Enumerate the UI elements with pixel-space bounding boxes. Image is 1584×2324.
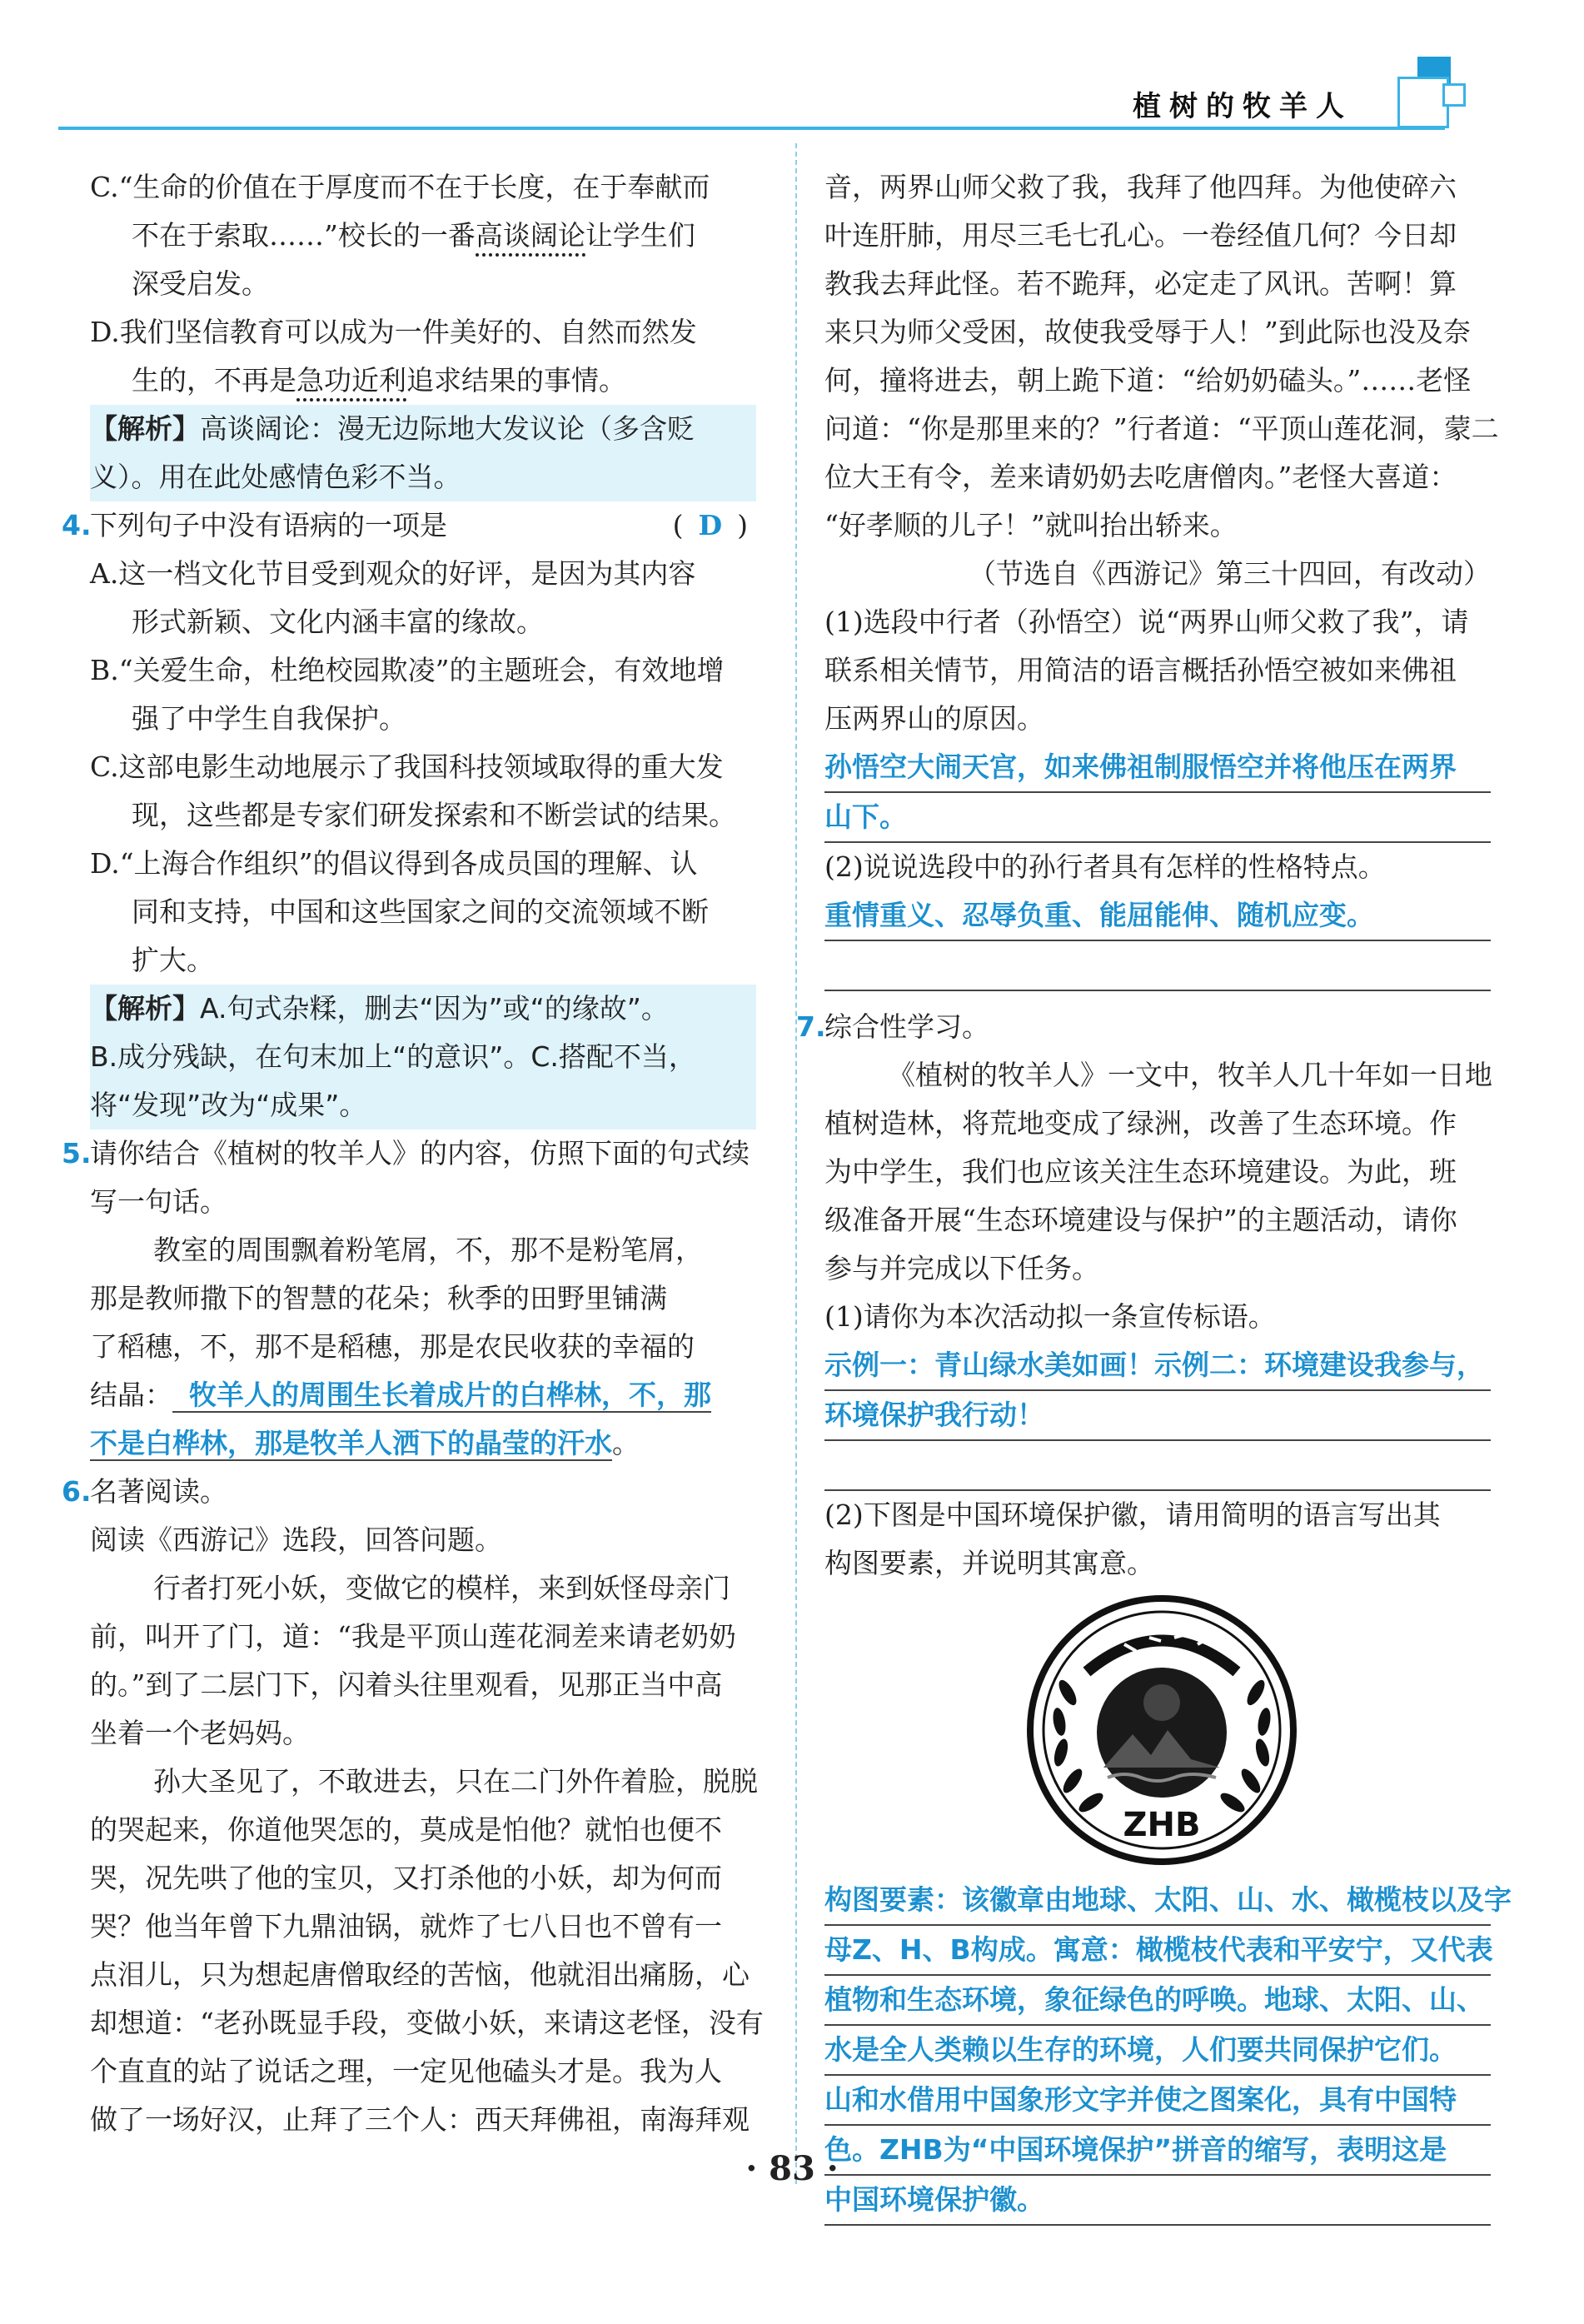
dotted-idiom: 高谈阔论 <box>476 219 585 257</box>
question-line: 阅读《西游记》选段，回答问题。 <box>90 1524 502 1556</box>
example-line: 教室的周围飘着粉笔屑，不，那不是粉笔屑， <box>153 1234 703 1266</box>
passage-line: 问道：“你是那里来的？”行者道：“平顶山莲花洞，蒙二 <box>824 412 1499 445</box>
subquestion-line: 压两界山的原因。 <box>824 702 1044 735</box>
answer-fill: 不是白桦林，那是牧羊人洒下的晶莹的汗水 <box>90 1427 612 1459</box>
passage-line: 的哭起来，你道他哭怎的，莫成是怕他？就怕也便不 <box>90 1813 722 1846</box>
option-line: 同和支持，中国和这些国家之间的交流领域不断 <box>132 895 709 928</box>
subquestion-line: (2)说说选段中的孙行者具有怎样的性格特点。 <box>824 850 1386 883</box>
header-title: 植树的牧羊人 <box>1133 90 1352 123</box>
option-c-line: C.“生命的价值在于厚度而不在于长度，在于奉献而 <box>90 171 710 203</box>
passage-line: 坐着一个老妈妈。 <box>90 1717 310 1749</box>
passage-line: 行者打死小妖，变做它的模样，来到妖怪母亲门 <box>153 1572 730 1604</box>
answer-line <box>90 1419 756 1468</box>
option-line: B.“关爱生命，杜绝校园欺凌”的主题班会，有效地增 <box>90 654 725 686</box>
question-4-stem <box>62 501 756 550</box>
option-c-text: 不在于索取……”校长的一番 <box>132 219 476 252</box>
passage-line: 的。”到了二层门下，闪着头往里观看，见那正当中高 <box>90 1668 723 1701</box>
option-c-line: 深受启发。 <box>132 267 269 300</box>
column-divider <box>795 143 797 2184</box>
option-line: 形式新颖、文化内涵丰富的缘故。 <box>132 606 544 638</box>
passage-line: 音，两界山师父救了我，我拜了他四拜。为他使碎六 <box>824 171 1457 203</box>
answer-prefix: 结晶： <box>90 1379 172 1411</box>
question-number: 6. <box>62 1475 92 1508</box>
option-line: C.这部电影生动地展示了我国科技领域取得的重大发 <box>90 751 724 783</box>
question-6-stem <box>62 1468 756 1516</box>
question-line: 级准备开展“生态环境建设与保护”的主题活动，请你 <box>824 1204 1457 1236</box>
question-line: 植树造林，将荒地变成了绿洲，改善了生态环境。作 <box>824 1107 1457 1140</box>
option-c-line <box>90 212 756 260</box>
emblem-container <box>824 1593 1491 1868</box>
answer-fill: 牧羊人的周围生长着成片的白桦林，不，那 <box>172 1379 711 1413</box>
option-line: 扩大。 <box>132 944 214 976</box>
answer-line <box>90 1371 756 1419</box>
subquestion-line: (1)选段中行者（孙悟空）说“两界山师父救了我”，请 <box>824 606 1469 638</box>
header-rule <box>58 127 1445 130</box>
answer-fill: 环境保护我行动！ <box>824 1391 1491 1441</box>
option-d-line <box>90 357 756 405</box>
passage-source: （节选自《西游记》第三十四回，有改动） <box>969 557 1491 590</box>
option-d-text: 追求结果的事情。 <box>406 364 626 396</box>
answer-fill: 孙悟空大闹天宫，如来佛祖制服悟空并将他压在两界 <box>824 743 1491 793</box>
question-number: 5. <box>62 1137 92 1169</box>
option-d-text: 生的，不再是 <box>132 364 296 396</box>
answer-choice: D <box>698 509 723 541</box>
question-stem: 请你结合《植树的牧羊人》的内容，仿照下面的句式续 <box>90 1137 750 1169</box>
question-5-stem <box>62 1130 756 1178</box>
answer-fill: 母Z、H、B构成。寓意：橄榄枝代表和平安宁，又代表 <box>824 1926 1491 1976</box>
passage-line: 做了一场好汉，止拜了三个人：西天拜佛祖，南海拜观 <box>90 2103 750 2136</box>
dotted-idiom: 急功近利 <box>296 364 406 401</box>
passage-line: 哭，况先哄了他的宝贝，又打杀他的小妖，却为何而 <box>90 1862 722 1894</box>
question-stem: 综合性学习。 <box>824 1010 989 1043</box>
analysis-line: 义）。用在此处感情色彩不当。 <box>90 453 756 501</box>
analysis-tag: 【解析】 <box>90 992 200 1025</box>
answer-fill: 山下。 <box>824 793 1491 843</box>
passage-line: 个直直的站了说话之理，一定见他磕头才是。我为人 <box>90 2055 722 2087</box>
sun-icon <box>1143 1684 1180 1721</box>
right-column <box>796 163 1512 2226</box>
blank-answer-line <box>824 941 1491 991</box>
subquestion-line: 构图要素，并说明其寓意。 <box>824 1547 1154 1579</box>
question-number: 4. <box>62 509 92 541</box>
option-d-line: D.我们坚信教育可以成为一件美好的、自然而然发 <box>90 316 697 348</box>
subquestion-line: 联系相关情节，用简洁的语言概括孙悟空被如来佛祖 <box>824 654 1457 686</box>
answer-bracket <box>673 501 748 550</box>
question-7-stem <box>796 1003 1491 1051</box>
answer-fill: 水是全人类赖以生存的环境，人们要共同保护它们。 <box>824 2026 1491 2076</box>
answer-fill: 植物和生态环境，象征绿色的呼唤。地球、太阳、山、 <box>824 1976 1491 2026</box>
question-stem: 名著阅读。 <box>90 1475 227 1508</box>
question-stem: 下列句子中没有语病的一项是 <box>90 509 447 541</box>
question-line: 参与并完成以下任务。 <box>824 1252 1099 1284</box>
answer-fill: 示例一：青山绿水美如画！示例二：环境建设我参与， <box>824 1341 1491 1391</box>
blank-answer-line <box>824 1441 1491 1491</box>
passage-line: “好孝顺的儿子！”就叫抬出轿来。 <box>824 509 1238 541</box>
passage-line: 点泪儿，只为想起唐僧取经的苦恼，他就泪出痛肠，心 <box>90 1958 750 1991</box>
example-line: 了稻穗，不，那不是稻穗，那是农民收获的幸福的 <box>90 1330 695 1363</box>
answer-fill: 重情重义、忍辱负重、能屈能伸、随机应变。 <box>824 891 1491 941</box>
passage-line: 孙大圣见了，不敢进去，只在二门外仵着脸，脱脱 <box>153 1765 758 1798</box>
passage-line: 叶连肝肺，用尽三毛七孔心。一卷经值几何？今日却 <box>824 219 1457 252</box>
example-line: 那是教师撒下的智慧的花朵；秋季的田野里铺满 <box>90 1282 667 1314</box>
passage-line: 教我去拜此怪。若不跪拜，必定走了风讯。苦啊！算 <box>824 267 1457 300</box>
left-column <box>62 163 764 2144</box>
passage-line: 来只为师父受困，故使我受辱于人！”到此际也没及奈 <box>824 316 1471 348</box>
answer-fill: 中国环境保护徽。 <box>824 2176 1491 2226</box>
header-decoration-square-outline <box>1397 77 1449 128</box>
passage-line: 哭？他当年曾下九鼎油锅，就炸了七八日也不曾有一 <box>90 1910 722 1942</box>
analysis-line <box>90 405 756 453</box>
question-line: 为中学生，我们也应该关注生态环境建设。为此，班 <box>824 1155 1457 1188</box>
answer-fill: 构图要素：该徽章由地球、太阳、山、水、橄榄枝以及字 <box>824 1876 1491 1926</box>
analysis-line <box>90 985 756 1033</box>
passage-line: 却想道：“老孙既显手段，变做小妖，来请这老怪，没有 <box>90 2007 764 2039</box>
option-c-text: 让学生们 <box>585 219 695 252</box>
subquestion-line: (2)下图是中国环境保护徽，请用简明的语言写出其 <box>824 1499 1441 1531</box>
option-line: 现，这些都是专家们研发探索和不断尝试的结果。 <box>132 799 736 831</box>
answer-fill: 山和水借用中国象形文字并使之图案化，具有中国特 <box>824 2076 1491 2126</box>
analysis-text: 高谈阔论：漫无边际地大发议论（多含贬 <box>200 412 695 445</box>
subquestion-line: (1)请你为本次活动拟一条宣传标语。 <box>824 1300 1276 1333</box>
option-line: A.这一档文化节目受到观众的好评，是因为其内容 <box>90 557 696 590</box>
passage-line: 位大王有令，差来请奶奶去吃唐僧肉。”老怪大喜道： <box>824 461 1457 493</box>
paren: ) <box>737 509 748 541</box>
analysis-line: 将“发现”改为“成果”。 <box>90 1081 756 1130</box>
analysis-text: A.句式杂糅，删去“因为”或“的缘故”。 <box>200 992 669 1025</box>
answer-end: 。 <box>612 1427 640 1459</box>
passage-line: 前，叫开了门，道：“我是平顶山莲花洞差来请老奶奶 <box>90 1620 736 1653</box>
question-line: 写一句话。 <box>90 1185 227 1218</box>
paren: ( <box>672 509 684 541</box>
environmental-protection-emblem <box>1024 1593 1299 1868</box>
analysis-line: B.成分残缺，在句末加上“的意识”。C.搭配不当， <box>90 1033 756 1081</box>
emblem-letters: ZHB <box>1123 1806 1201 1844</box>
option-line: 强了中学生自我保护。 <box>132 702 406 735</box>
answer-fill: 色。ZHB为“中国环境保护”拼音的缩写，表明这是 <box>824 2126 1491 2176</box>
question-line: 《植树的牧羊人》一文中，牧羊人几十年如一日地 <box>888 1059 1492 1091</box>
option-line: D.“上海合作组织”的倡议得到各成员国的理解、认 <box>90 847 698 880</box>
header-decoration-square-small <box>1442 83 1466 107</box>
page-number: · 83 · <box>745 2149 839 2188</box>
passage-line: 何，撞将进去，朝上跪下道：“给奶奶磕头。”……老怪 <box>824 364 1472 396</box>
question-number: 7. <box>796 1010 826 1043</box>
analysis-tag: 【解析】 <box>90 412 200 445</box>
